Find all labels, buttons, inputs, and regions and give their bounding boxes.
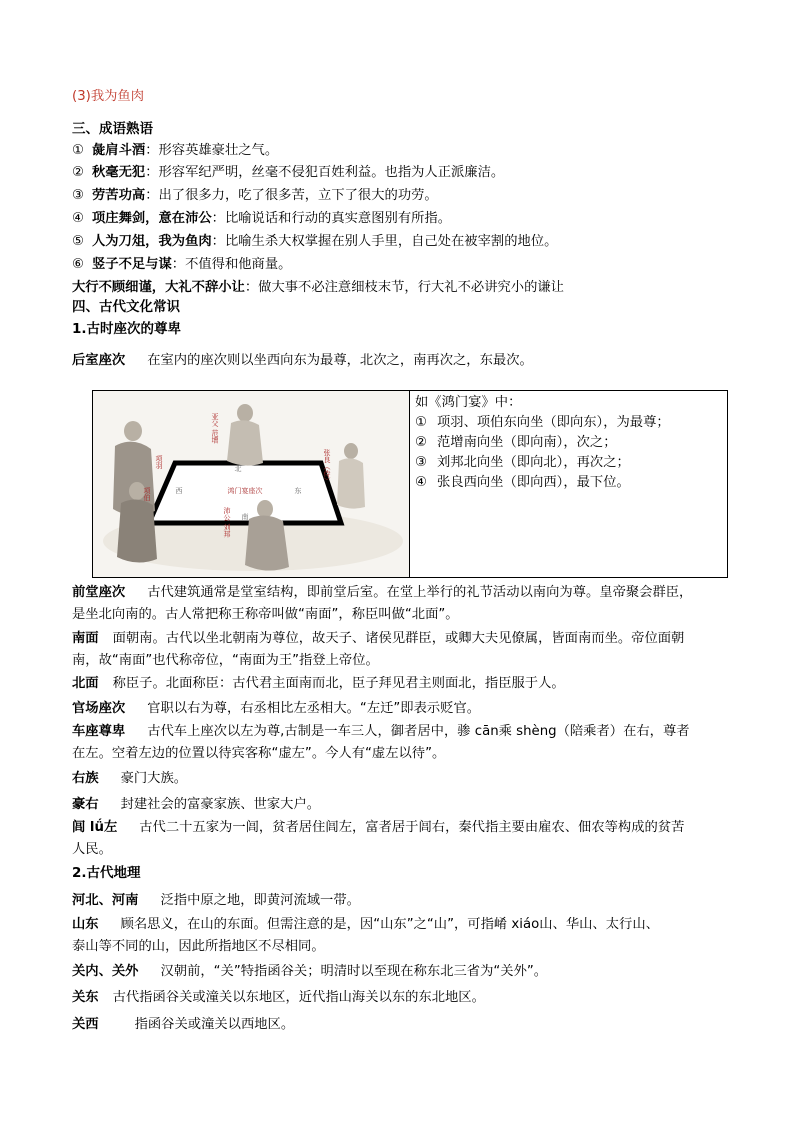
entry-desc: 称臣子。北面称臣：古代君主面南而北，臣子拜见君主则面北，指臣服于人。 xyxy=(112,676,565,691)
idiom-desc: ：比喻说话和行动的真实意图别有所指。 xyxy=(211,211,452,226)
idiom-item xyxy=(72,256,291,274)
entry-term: 官场座次 xyxy=(72,701,126,716)
idiom-desc: ：形容英雄豪壮之气。 xyxy=(145,143,279,158)
entry-youzu xyxy=(72,770,187,788)
entry-term: 河北、河南 xyxy=(72,893,139,908)
idiom-number: ④ xyxy=(72,211,84,226)
entry-haoyou xyxy=(72,796,320,814)
idiom-number: ② xyxy=(72,165,84,180)
idiom-number: ① xyxy=(72,143,84,158)
west-label: 西 xyxy=(175,487,183,495)
entry-desc: 官职以右为尊，右丞相比左丞相大。“左迁”即表示贬官。 xyxy=(147,701,481,716)
entry-desc: 泛指中原之地，即黄河流域一带。 xyxy=(160,893,360,908)
entry-desc-line1: 古代建筑通常是堂室结构，即前堂后室。在堂上举行的礼节活动以南向为尊。皇帝聚会群臣， xyxy=(147,585,693,600)
section-4-title: 四、古代文化常识 xyxy=(72,299,180,315)
idiom-desc: ：比喻生杀大权掌握在别人手里，自己处在被宰割的地位。 xyxy=(211,234,558,249)
entry-desc-line2: 在左。空着左边的位置以待宾客称“虚左”。今人有“虚左以待”。 xyxy=(72,746,446,761)
entry-term: 关东 xyxy=(72,990,99,1005)
row-text: 张良西向坐（即向西），最下位。 xyxy=(437,475,630,490)
entry-term: 车座尊卑 xyxy=(72,724,126,739)
entry-desc-line2: 南，故“南面”也代称帝位，“南面为王”指登上帝位。 xyxy=(72,653,379,668)
zhangliang-label: 张良（侍） xyxy=(323,449,331,484)
idiom-number: ③ xyxy=(72,188,84,203)
proverb-desc: ：做大事不必注意细枝末节，行大礼不必讲究小的谦让 xyxy=(244,280,564,295)
idiom-item xyxy=(72,164,504,182)
table-row xyxy=(415,453,725,473)
subsection-3: (3)我为鱼肉 xyxy=(72,89,145,104)
fanzeng-label: 亚父 范增 xyxy=(211,413,219,444)
hongmen-seating-image xyxy=(93,391,409,577)
entry-desc: 古代指函谷关或潼关以东地区，近代指山海关以东的东北地区。 xyxy=(112,990,485,1005)
entry-term: 南面 xyxy=(72,631,99,646)
entry-desc-line1: 顾名思义，在山的东面。但需注意的是，因“山东”之“山”，可指崤 xiáo山、华山、太行山、 xyxy=(120,917,659,932)
north-label: 北 xyxy=(234,465,242,473)
entry-shandong xyxy=(72,914,732,958)
entry-term: 后室座次 xyxy=(72,353,126,368)
proverb xyxy=(72,279,564,297)
idiom-term: 人为刀俎，我为鱼肉 xyxy=(92,234,212,249)
idiom-desc: ：形容军纪严明，丝毫不侵犯百姓利益。也指为人正派廉洁。 xyxy=(145,165,505,180)
row-number: ④ xyxy=(415,475,427,490)
seating-illustration xyxy=(93,391,410,577)
row-number: ② xyxy=(415,435,427,450)
idiom-number: ⑤ xyxy=(72,234,84,249)
seating-table xyxy=(92,390,728,578)
idiom-number: ⑥ xyxy=(72,257,84,272)
entry-hebei xyxy=(72,892,360,910)
idiom-term: 彘肩斗酒 xyxy=(92,143,146,158)
xiangyu-label: 项羽 xyxy=(155,455,163,469)
entry-desc-line1: 面朝南。古代以坐北朝南为尊位，故天子、诸侯见群臣，或卿大夫见僚属，皆面南而坐。帝位面朝 xyxy=(112,631,685,646)
entry-guanchang xyxy=(72,700,480,718)
entry-chezuo xyxy=(72,721,732,765)
row-number: ③ xyxy=(415,455,427,470)
entry-desc: 封建社会的富豪家族、世家大户。 xyxy=(120,797,321,812)
table-row xyxy=(415,413,725,433)
entry-term: 右族 xyxy=(72,771,99,786)
entry-lvzuo xyxy=(72,817,732,861)
entry-guandong xyxy=(72,989,485,1007)
idiom-item xyxy=(72,233,557,251)
entry-term: 关西 xyxy=(72,1017,99,1032)
entry-desc-line2: 人民。 xyxy=(72,842,112,857)
table-intro: 如《鸿门宴》中： xyxy=(415,395,522,410)
seating-text xyxy=(415,393,725,493)
idiom-item xyxy=(72,187,438,205)
idiom-term: 项庄舞剑，意在沛公 xyxy=(92,211,212,226)
row-number: ① xyxy=(415,415,427,430)
entry-desc: 指函谷关或潼关以西地区。 xyxy=(134,1017,295,1032)
center-label: 鸿门宴座次 xyxy=(227,487,263,495)
idiom-term: 竖子不足与谋 xyxy=(92,257,172,272)
entry-term: 北面 xyxy=(72,676,99,691)
entry-term: 闾 lǘ左 xyxy=(72,820,118,835)
south-label: 南 xyxy=(241,513,249,521)
entry-desc: 豪门大族。 xyxy=(120,771,188,786)
proverb-term: 大行不顾细谨，大礼不辞小让 xyxy=(72,280,245,295)
entry-nanmian xyxy=(72,628,732,672)
entry-term: 关内、关外 xyxy=(72,964,139,979)
entry-term: 豪右 xyxy=(72,797,99,812)
entry-beimian xyxy=(72,675,565,693)
entry-desc-line1: 古代二十五家为一闾，贫者居住闾左，富者居于闾右，秦代指主要由雇农、佃农等构成的贫苦 xyxy=(139,820,685,835)
idiom-item xyxy=(72,142,278,160)
entry-houshi xyxy=(72,352,533,370)
entry-guannei xyxy=(72,963,547,981)
subsection-1-title: 1.古时座次的尊卑 xyxy=(72,321,182,337)
row-text: 范增南向坐（即向南），次之； xyxy=(437,435,617,450)
subsection-2-title: 2.古代地理 xyxy=(72,865,141,881)
east-label: 东 xyxy=(294,487,302,495)
idiom-term: 劳苦功高 xyxy=(92,188,146,203)
row-text: 刘邦北向坐（即向北），再次之； xyxy=(437,455,630,470)
entry-desc-line2: 泰山等不同的山，因此所指地区不尽相同。 xyxy=(72,939,325,954)
entry-desc-line2: 是坐北向南的。古人常把称王称帝叫做“南面”，称臣叫做“北面”。 xyxy=(72,607,459,622)
entry-desc: 汉朝前，“关”特指函谷关；明清时以至现在称东北三省为“关外”。 xyxy=(160,964,548,979)
idiom-term: 秋毫无犯 xyxy=(92,165,146,180)
idiom-item xyxy=(72,210,451,228)
section-3-title: 三、成语熟语 xyxy=(72,121,153,137)
entry-desc: 在室内的座次则以坐西向东为最尊，北次之，南再次之，东最次。 xyxy=(147,353,533,368)
liubang-label: 沛公 刘邦 xyxy=(223,507,231,538)
entry-term: 前堂座次 xyxy=(72,585,126,600)
table-row xyxy=(415,473,725,493)
table-row xyxy=(415,433,725,453)
entry-desc-line1: 古代车上座次以左为尊,古制是一车三人，御者居中，骖 cān乘 shèng（陪乘者）在右，尊者 xyxy=(147,724,690,739)
idiom-desc: ：不值得和他商量。 xyxy=(171,257,292,272)
xiangbo-label: 项伯 xyxy=(143,487,151,501)
entry-term: 山东 xyxy=(72,917,99,932)
entry-guanxi xyxy=(72,1016,294,1034)
entry-qiantang xyxy=(72,582,732,626)
idiom-desc: ：出了很多力，吃了很多苦，立下了很大的功劳。 xyxy=(145,188,438,203)
row-text: 项羽、项伯东向坐（即向东），为最尊； xyxy=(437,415,670,430)
